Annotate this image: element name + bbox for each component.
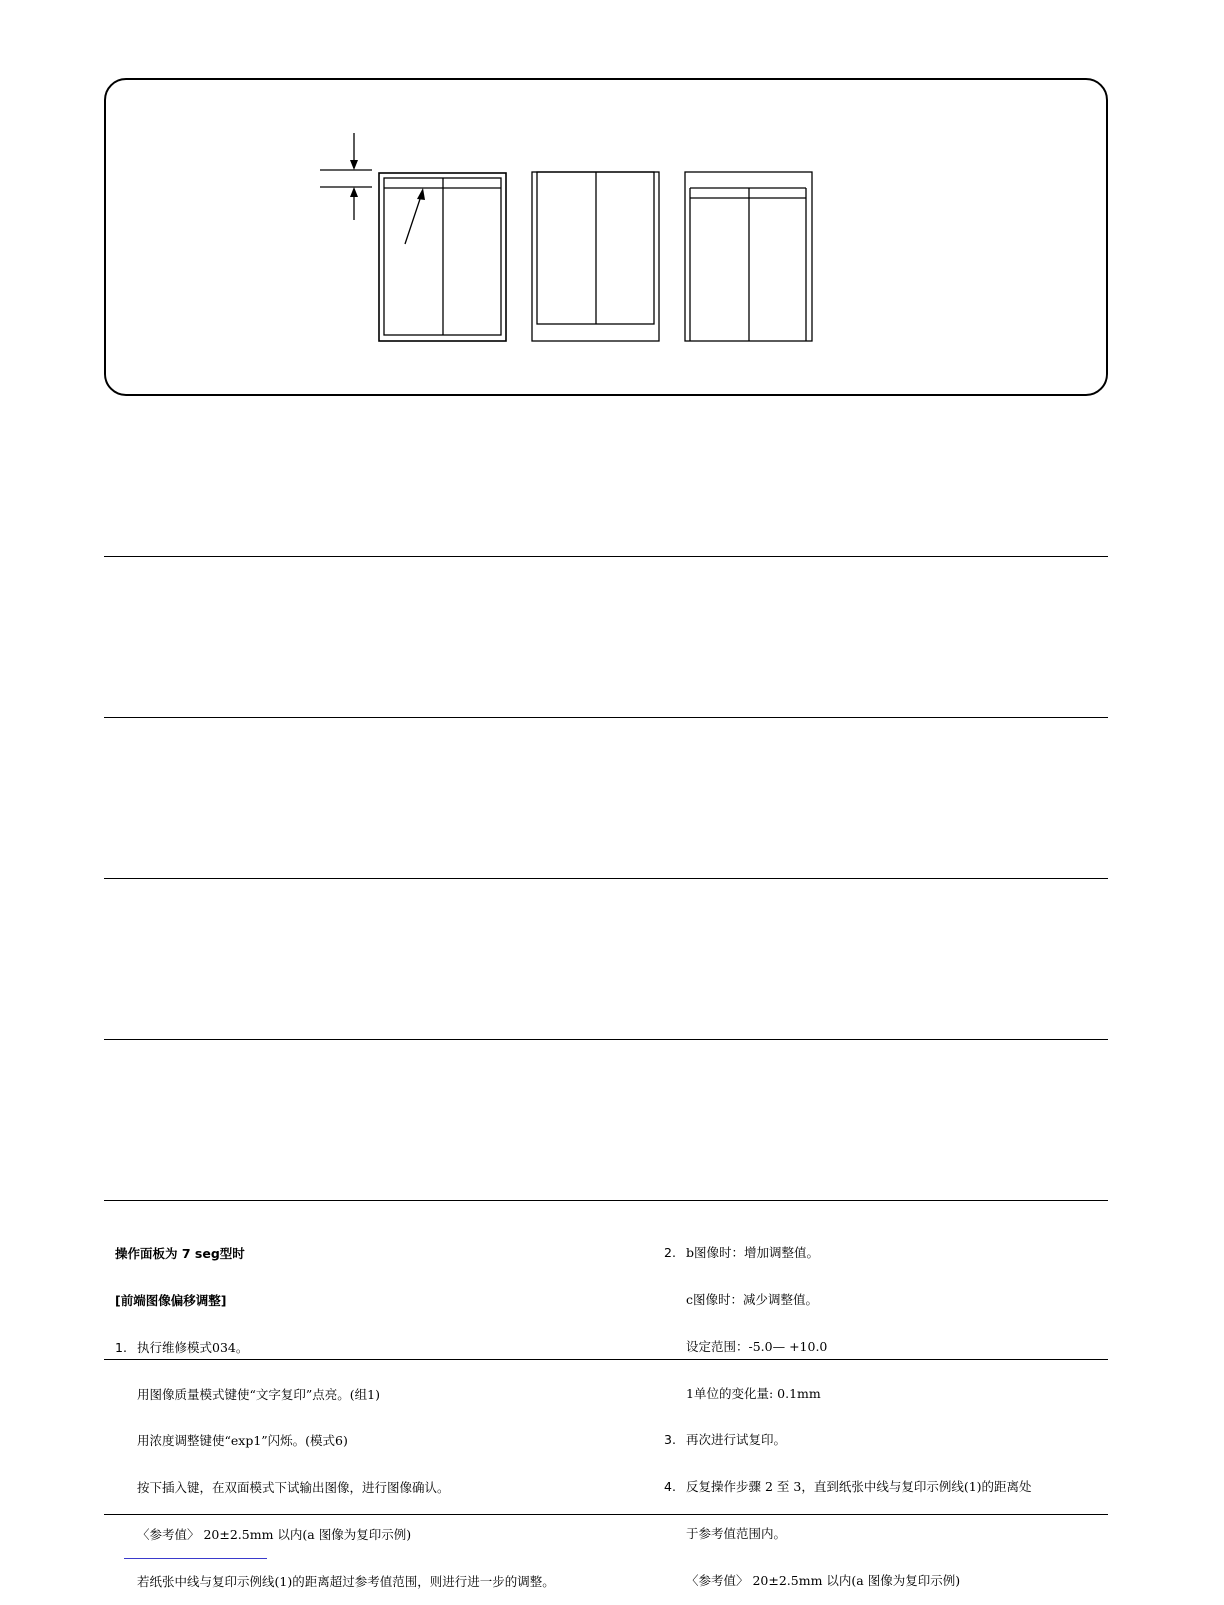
sample-a — [379, 173, 506, 341]
step-4-line: 反复操作步骤 2 至 3，直到纸张中线与复印示例线(1)的距离处 — [686, 1479, 1032, 1495]
section-subtitle: [前端图像偏移调整] — [115, 1292, 227, 1308]
step-2-line: 1单位的变化量: 0.1mm — [686, 1385, 821, 1401]
step-2-number: 2. — [664, 1245, 676, 1261]
step-3 — [664, 1432, 1104, 1448]
step-4-line: 〈参考值〉 20±2.5mm 以内(a 图像为复印示例) — [686, 1572, 961, 1588]
right-column — [664, 1214, 1104, 1604]
dimension-marker — [320, 133, 372, 220]
step-1-line: 执行维修模式034。 — [137, 1339, 249, 1355]
divider-2 — [104, 717, 1108, 718]
step-2-line: 设定范围：-5.0— +10.0 — [686, 1338, 828, 1354]
arrow-down-icon — [350, 160, 358, 170]
step-4-number: 4. — [664, 1479, 676, 1495]
left-column — [115, 1215, 655, 1605]
divider-4 — [104, 1039, 1108, 1040]
divider-5 — [104, 1200, 1108, 1201]
divider-1 — [104, 556, 1108, 557]
step-2-line: c图像时：减少调整值。 — [686, 1291, 819, 1307]
sample-b — [532, 172, 659, 341]
pointer-arrow-icon — [417, 188, 425, 200]
step-1 — [115, 1340, 655, 1356]
step-2 — [664, 1245, 1104, 1261]
section-title: 操作面板为 7 seg型时 — [115, 1246, 245, 1262]
step-1-number: 1. — [115, 1339, 127, 1355]
step-1-line: 若纸张中线与复印示例线(1)的距离超过参考值范围，则进行进一步的调整。 — [137, 1573, 555, 1589]
step-2-line: b图像时：增加调整值。 — [686, 1245, 820, 1261]
step-1-line: 用图像质量模式键使“文字复印”点亮。(组1) — [137, 1386, 380, 1402]
step-4 — [664, 1479, 1104, 1495]
footer-link-underline[interactable] — [124, 1558, 267, 1559]
step-3-number: 3. — [664, 1432, 676, 1448]
copy-sample-figure — [0, 0, 1224, 420]
step-4-line: 于参考值范围内。 — [686, 1525, 787, 1541]
step-1-line: 用浓度调整键使“exp1”闪烁。(模式6) — [137, 1433, 348, 1449]
step-3-text: 再次进行试复印。 — [686, 1432, 787, 1448]
step-1-line: 〈参考值〉 20±2.5mm 以内(a 图像为复印示例) — [137, 1526, 412, 1542]
divider-3 — [104, 878, 1108, 879]
step-1-line: 按下插入键，在双面模式下试输出图像，进行图像确认。 — [137, 1480, 450, 1496]
arrow-up-icon — [350, 187, 358, 197]
sample-c — [685, 172, 812, 341]
